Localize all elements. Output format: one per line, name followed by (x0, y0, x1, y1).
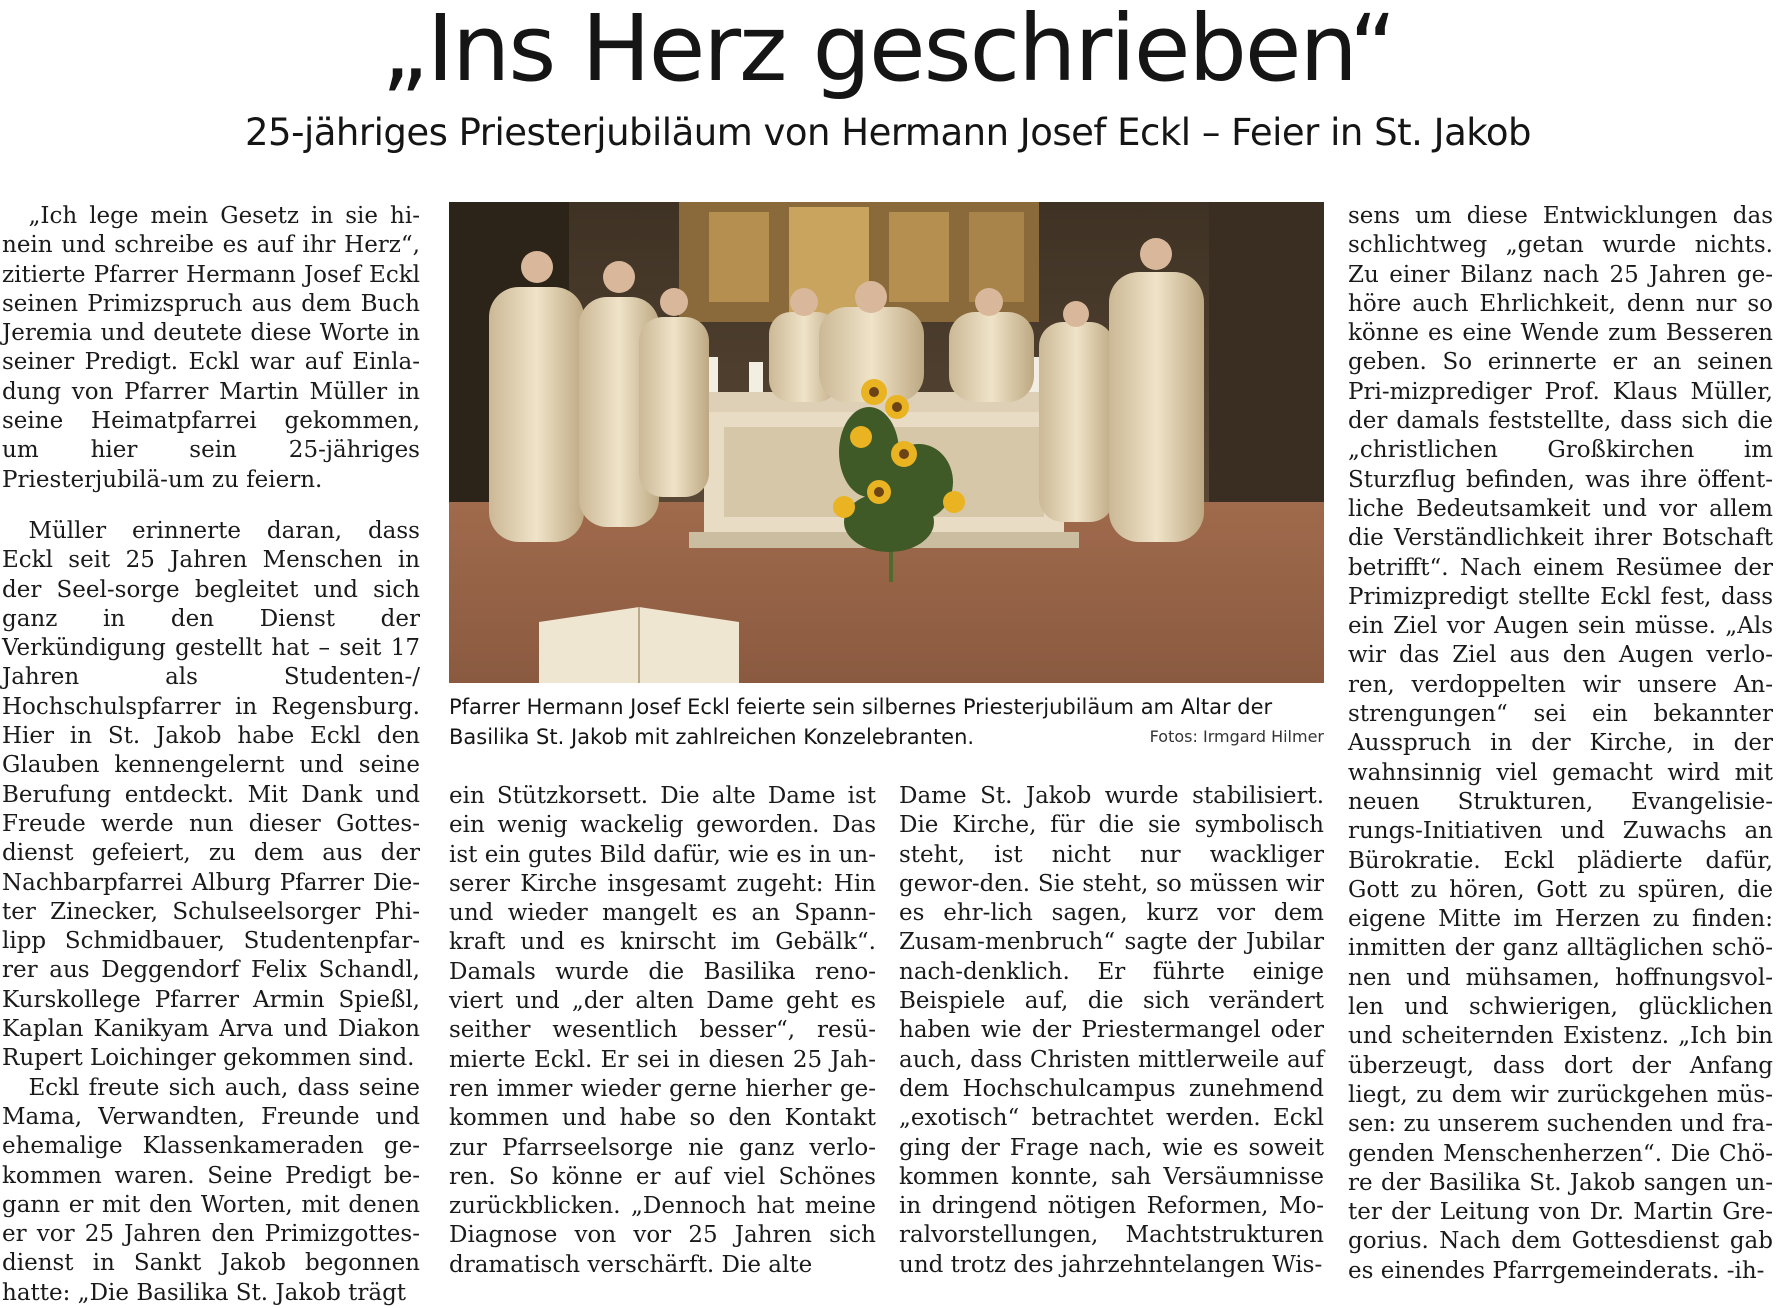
article-column-2 (449, 782, 876, 1276)
subheadline: 25-jähriges Priesterjubiläum von Hermann Josef Eckl – Feier in St. Jakob (245, 111, 1531, 154)
photo-caption (449, 692, 1324, 752)
altar-photo (449, 202, 1324, 683)
article-column-3 (899, 782, 1324, 1276)
paragraph: „Ich lege mein Gesetz in sie hi-nein und schreibe es auf ihr Herz“, zitierte Pfarrer Hermann Josef Eckl seinen Primizspruch aus dem Buch Jeremia und deutete diese Worte in seiner Predigt. Eckl war auf Einla-dung von Pfarrer Martin Müller in seine Heimatpfarrei gekommen, um hier sein 25-jähriges Priesterjubilä-um zu feiern. (2, 203, 420, 493)
paragraph: Eckl freute sich auch, dass seine Mama, Verwandten, Freunde und ehemalige Klassenkameraden ge-kommen waren. Seine Predigt be-gann er mit den Worten, mit denen er vor 25 Jahren den Primizgottes-dienst in Sankt Jakob begonnen hatte: „Die Basilika St. Jakob trägt (2, 1074, 420, 1306)
caption-text: Pfarrer Hermann Josef Eckl feierte sein silbernes Priesterjubiläum am Altar der Basilika St. Jakob mit zahlreichen Konzelebranten. (449, 695, 1273, 749)
paragraph: ein Stützkorsett. Die alte Dame ist ein wenig wackelig geworden. Das ist ein gutes Bild dafür, wie es in un-serer Kirche insgesamt zugeht: Hin und wieder mangelt es an Spann-kraft und es knirscht im Gebälk“. Damals wurde die Basilika reno-viert und „der alten Dame geht es seither wesentlich besser“, resü-mierte Eckl. Er sei in diesen 25 Jah-ren immer wieder gerne hierher ge-kommen und habe so den Kontakt zur Pfarrseelsorge nie ganz verlo-ren. So könne er auf viel Schönes zurückblicken. „Dennoch hat meine Diagnose von vor 25 Jahren sich dramatisch verschärft. Die alte (449, 783, 876, 1278)
photo-credit: Fotos: Irmgard Hilmer (1149, 727, 1324, 746)
paragraph: sens um diese Entwicklungen das schlichtweg „getan wurde nichts. Zu einer Bilanz nach 25 Jahren ge-höre auch Ehrlichkeit, denn nur so könne es eine Wende zum Besseren geben. So erinnerte er an seinen Pri-mizprediger Prof. Klaus Müller, der damals feststellte, dass sich die „christlichen Großkirchen im Sturzflug befinden, was ihre öffent-liche Bedeutsamkeit und vor allem die Verständlichkeit ihrer Botschaft betrifft“. Nach einem Resümee der Primizpredigt stellte Eckl fest, dass ein Ziel vor Augen sein müsse. „Als wir das Ziel aus den Augen verlo-ren, verdoppelten wir unsere An-strengungen“ sei ein bekannter Ausspruch in der Kirche, in der wahnsinnig viel gemacht wird mit neuen Strukturen, Evangelisie-rungs-Initiativen und Zuwachs an Bürokratie. Eckl plädierte dafür, Gott zu hören, Gott zu spüren, die eigene Mitte im Herzen zu finden: inmitten der ganz alltäglichen schö-nen und mühsamen, hoffnungsvol-len und schwierigen, glücklichen und scheiternden Existenz. „Ich bin überzeugt, dass dort der Anfang liegt, zu dem wir zurückgehen müs-sen: zu unserem suchenden und fra-genden Menschenherzen“. Die Chö-re der Basilika St. Jakob sangen un-ter der Leitung von Dr. Martin Gre-gorius. Nach dem Gottesdienst gab es einendes Pfarrgemeinderats. -ih- (1348, 203, 1773, 1284)
headline: „Ins Herz geschrieben“ (381, 0, 1395, 102)
paragraph: Müller erinnerte daran, dass Eckl seit 25 Jahren Menschen in der Seel-sorge begleitet und sich ganz in den Dienst der Verkündigung gestellt hat – seit 17 Jahren als Studenten-/ Hochschulspfarrer in Regensburg. Hier in St. Jakob habe Eckl den Glauben kennengelernt und seine Berufung entdeckt. Mit Dank und Freude werde nun dieser Gottes-dienst gefeiert, zu dem aus der Nachbarpfarrei Alburg Pfarrer Die-ter Zinecker, Schulseelsorger Phi-lipp Schmidbauer, Studentenpfar-rer aus Deggendorf Felix Schandl, Kurskollege Pfarrer Armin Spießl, Kaplan Kanikyam Arva und Diakon Rupert Loichinger gekommen sind. (2, 517, 420, 1072)
article-column-1 (2, 202, 420, 1306)
paragraph: Dame St. Jakob wurde stabilisiert. Die Kirche, für die sie symbolisch steht, ist nicht nur wackliger gewor-den. Sie steht, so müssen wir es ehr-lich sagen, kurz vor dem Zusam-menbruch“ sagte der Jubilar nach-denklich. Er führte einige Beispiele auf, die sich verändert haben wie der Priestermangel oder auch, dass Christen mittlerweile auf dem Hochschulcampus zunehmend „exotisch“ betrachtet werden. Eckl ging der Frage nach, wie es soweit kommen konnte, sah Versäumnisse in dringend nötigen Reformen, Mo-ralvorstellungen, Machtstrukturen und trotz des jahrzehntelangen Wis- (899, 783, 1324, 1278)
article-column-4 (1348, 202, 1773, 1284)
altar-photo-illustration (449, 202, 1324, 683)
